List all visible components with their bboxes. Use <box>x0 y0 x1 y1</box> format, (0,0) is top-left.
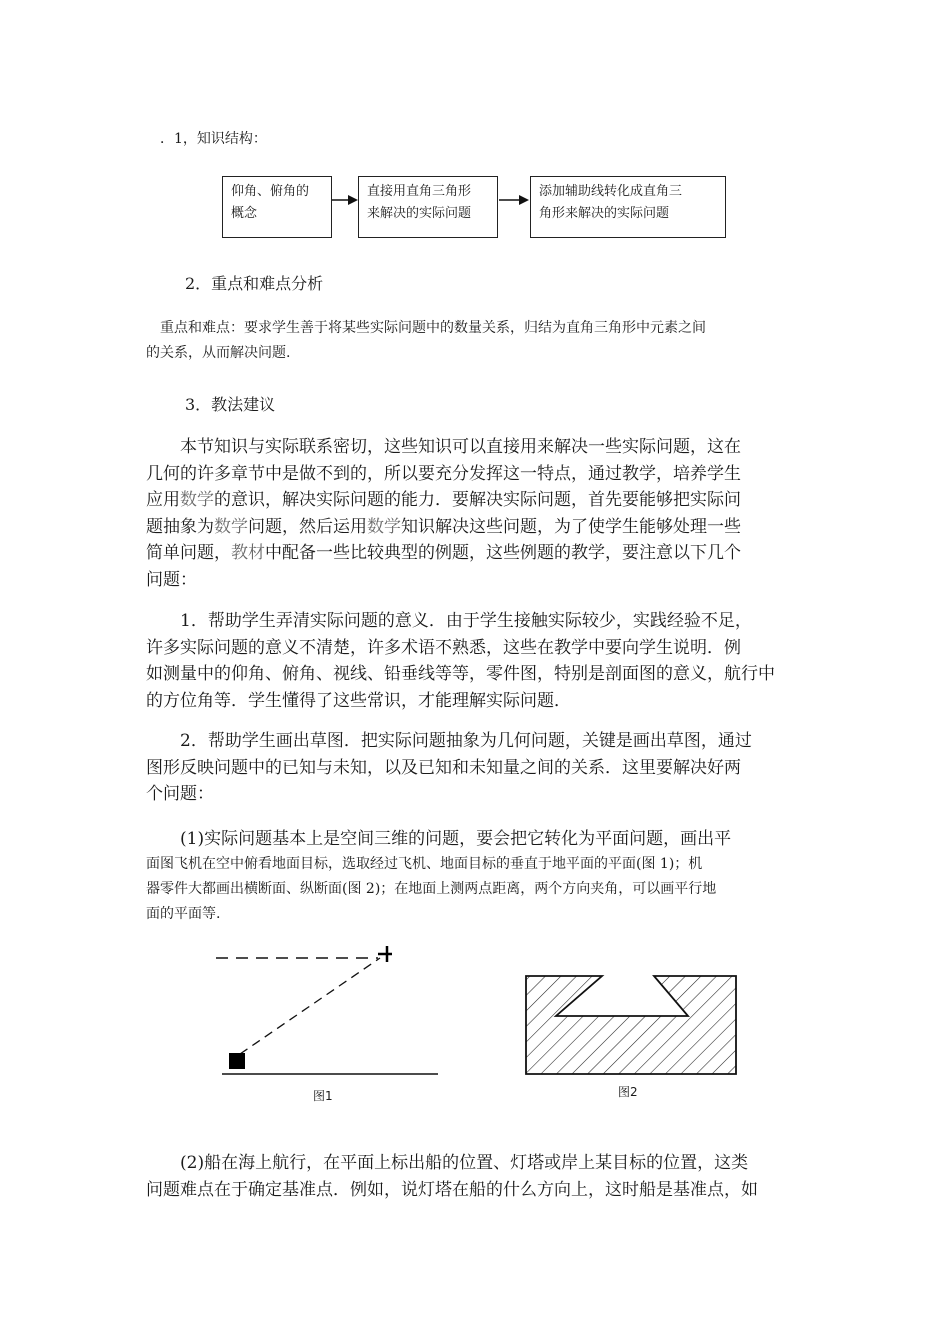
math-link[interactable]: 数学 <box>214 516 248 537</box>
intro-line: 问题： <box>146 569 197 590</box>
flow-box-direct-line-2: 来解决的实际问题 <box>367 206 472 221</box>
sub-point-1-line: (1)实际问题基本上是空间三维的问题，要会把它转化为平面问题，画出平 <box>180 829 732 849</box>
text: 简单问题， <box>146 543 231 563</box>
intro-paragraph <box>146 434 814 593</box>
figure-1-caption: 图1 <box>313 1089 333 1103</box>
key-points-line: 的关系，从而解决问题. <box>146 345 291 361</box>
line-of-sight <box>240 958 380 1054</box>
sub-point-2-paragraph <box>146 1150 814 1203</box>
text: 题抽象为 <box>146 516 214 537</box>
sub-point-1-line: 器零件大都画出横断面、纵断面(图 2)；在地面上测两点距离，两个方向夹角，可以画平行地 <box>146 881 717 897</box>
text: 应用 <box>146 490 180 510</box>
figure-1-diagram <box>210 940 445 1080</box>
point-1-line: 许多实际问题的意义不清楚，许多术语不熟悉，这些在教学中要向学生说明．例 <box>146 637 741 658</box>
sub-point-1-line: 面的平面等. <box>146 906 221 922</box>
section-1-label: ．1，知识结构： <box>160 131 267 147</box>
math-link[interactable]: 数学 <box>367 516 401 537</box>
airplane-icon <box>378 946 392 962</box>
cross-section-shape <box>526 976 736 1074</box>
intro-line <box>146 487 814 514</box>
key-points-paragraph <box>146 316 814 366</box>
point-1-line: 如测量中的仰角、俯角、视线、铅垂线等等，零件图，特别是剖面图的意义，航行中 <box>146 664 775 684</box>
section-2-heading: 2．重点和难点分析 <box>185 274 324 293</box>
text: 中配备一些比较典型的例题，这些例题的教学，要注意以下几个 <box>265 543 741 563</box>
flow-box-auxiliary-line-2: 角形来解决的实际问题 <box>539 206 670 221</box>
textbook-link[interactable]: 教材 <box>231 543 265 563</box>
text: 知识解决这些问题，为了使学生能够处理一些 <box>401 516 741 537</box>
intro-line <box>146 540 814 567</box>
flow-arrow-2 <box>497 190 533 210</box>
flow-arrow-1 <box>330 190 362 210</box>
intro-line: 几何的许多章节中是做不到的，所以要充分发挥这一特点，通过教学，培养学生 <box>146 463 741 484</box>
text: 的意识，解决实际问题的能力．要解决实际问题，首先要能够把实际问 <box>214 490 741 510</box>
point-1-line: 的方位角等．学生懂得了这些常识，才能理解实际问题． <box>146 690 571 711</box>
sub-point-1-line: 面图飞机在空中俯看地面目标，选取经过飞机、地面目标的垂直于地平面的平面(图 1)；机 <box>146 856 703 872</box>
intro-line: 本节知识与实际联系密切，这些知识可以直接用来解决一些实际问题，这在 <box>180 437 741 457</box>
text: 问题，然后运用 <box>248 516 367 537</box>
flow-box-concept-line-1: 仰角、俯角的 <box>231 184 310 199</box>
flow-box-direct <box>358 176 498 238</box>
sub-point-2-line: 问题难点在于确定基准点．例如，说灯塔在船的什么方向上，这时船是基准点，如 <box>146 1179 758 1200</box>
point-1-paragraph <box>146 608 814 714</box>
sub-point-1-paragraph <box>146 826 814 927</box>
figure-2-diagram <box>522 968 742 1080</box>
point-2-line: 图形反映问题中的已知与未知，以及已知和未知量之间的关系．这里要解决好两 <box>146 757 741 778</box>
ground-target-icon <box>229 1053 245 1069</box>
point-2-line: 个问题： <box>146 784 214 804</box>
point-1-line: 1．帮助学生弄清实际问题的意义．由于学生接触实际较少，实践经验不足， <box>180 611 752 631</box>
flow-box-auxiliary <box>530 176 726 238</box>
math-link[interactable]: 数学 <box>180 490 214 510</box>
flow-box-auxiliary-line-1: 添加辅助线转化成直角三 <box>539 184 683 199</box>
flow-box-concept <box>222 176 332 238</box>
point-2-line: 2．帮助学生画出草图．把实际问题抽象为几何问题，关键是画出草图，通过 <box>180 731 752 751</box>
intro-line <box>146 514 814 541</box>
key-points-line: 重点和难点：要求学生善于将某些实际问题中的数量关系，归结为直角三角形中元素之间 <box>160 320 706 336</box>
sub-point-2-line: (2)船在海上航行，在平面上标出船的位置、灯塔或岸上某目标的位置，这类 <box>180 1153 749 1173</box>
section-3-heading: 3．教法建议 <box>185 395 276 414</box>
flow-box-concept-line-2: 概念 <box>231 206 258 221</box>
point-2-paragraph <box>146 728 814 808</box>
figure-2-caption: 图2 <box>618 1085 638 1099</box>
flow-box-direct-line-1: 直接用直角三角形 <box>367 184 472 199</box>
